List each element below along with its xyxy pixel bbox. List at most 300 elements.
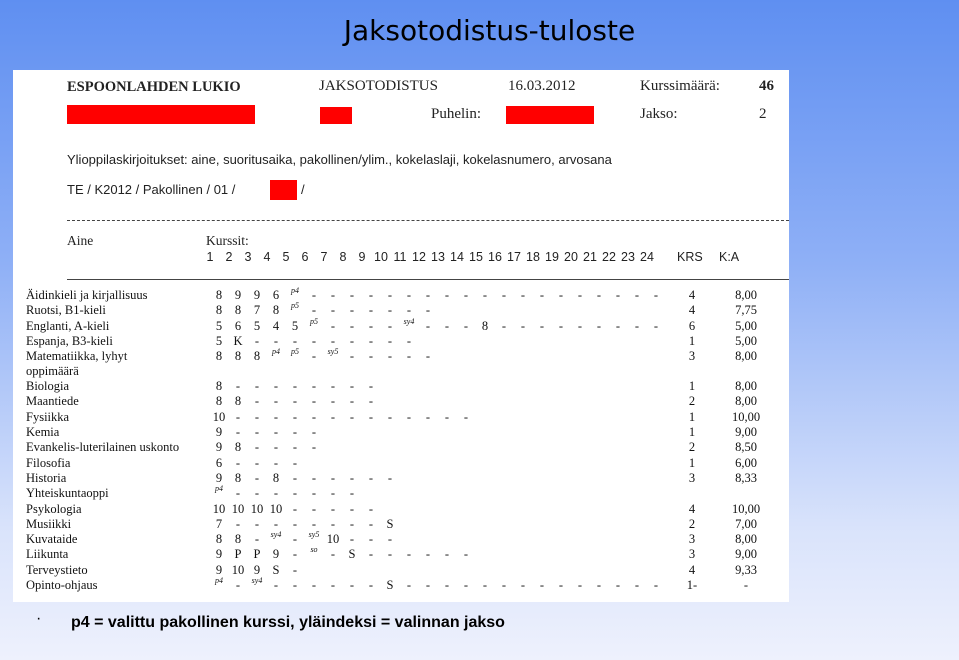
subject-name [26, 502, 82, 517]
grade-cell: - [292, 470, 298, 485]
header-divider [67, 279, 789, 280]
ka-value: 9,00 [735, 547, 757, 562]
ylioppilas-entry-end: / [301, 182, 305, 197]
grade-cell: p5 [291, 347, 299, 357]
grade-cell: - [368, 409, 374, 424]
grade-cell: 5 [253, 318, 261, 333]
ka-value: 9,33 [735, 562, 757, 577]
grade-cell: 8 [215, 379, 223, 394]
grade-cell: - [311, 303, 317, 318]
grade-cell: 8 [215, 394, 223, 409]
school-name: ESPOONLAHDEN LUKIO [67, 79, 241, 95]
grade-cell: - [406, 333, 412, 348]
subject-row [13, 349, 789, 379]
grade-cell: K [233, 333, 243, 348]
grade-cell: - [330, 516, 336, 531]
grade-cell: - [368, 318, 374, 333]
ka-value: 8,50 [735, 440, 757, 455]
grade-cell: - [463, 288, 469, 302]
grade-cell: - [425, 547, 431, 562]
grade-cell: 6 [215, 455, 223, 470]
grade-cell: - [387, 288, 393, 302]
grade-cell: - [482, 578, 488, 593]
subject-name [26, 379, 69, 394]
grade-cell: 9 [215, 470, 223, 485]
grade-cell: - [311, 333, 317, 348]
grade-cell: - [292, 409, 298, 424]
krs-value: 3 [688, 532, 696, 547]
grade-cell: - [311, 486, 317, 501]
grade-cell: - [292, 379, 298, 394]
subject-name [26, 425, 59, 440]
grade-cell: - [273, 409, 279, 424]
krs-header: KRS [677, 250, 703, 264]
grade-cell: - [463, 578, 469, 593]
grade-cell: S [386, 516, 394, 531]
grade-cell: - [273, 440, 279, 455]
grade-cell: - [292, 455, 298, 470]
grade-cell: 8 [234, 440, 242, 455]
subject-name [26, 410, 69, 425]
subject-name [26, 456, 70, 471]
grade-cell: - [558, 288, 564, 302]
grade-cell: 7 [215, 516, 223, 531]
grade-cell: 5 [215, 333, 223, 348]
ka-value: 6,00 [735, 455, 757, 470]
grade-cell: - [634, 288, 640, 302]
grade-cell: - [349, 516, 355, 531]
grade-cell: - [425, 318, 431, 333]
grade-cell: - [311, 470, 317, 485]
subject-row [13, 410, 789, 425]
grade-cell: - [539, 578, 545, 593]
course-number-17: 17 [507, 250, 521, 264]
grade-cell: - [539, 318, 545, 333]
grade-cell: p5 [291, 301, 299, 311]
grade-cell: p4 [291, 286, 299, 295]
subject-name [26, 517, 71, 532]
grade-cell: - [273, 379, 279, 394]
grade-cell: - [235, 455, 241, 470]
krs-value: 1- [686, 578, 698, 593]
course-number-12: 12 [412, 250, 426, 264]
grade-cell: - [615, 288, 621, 302]
subject-name [26, 440, 179, 455]
grades-table [13, 288, 789, 593]
grade-cell: - [387, 470, 393, 485]
grade-cell: - [311, 501, 317, 516]
subject-name-text: Äidinkieli ja kirjallisuus [26, 288, 148, 302]
course-number-3: 3 [244, 250, 252, 264]
subject-name-text: Englanti, A-kieli [26, 318, 110, 333]
subject-row [13, 440, 789, 455]
grade-cell: 5 [291, 318, 299, 333]
grade-cell: 10 [231, 562, 245, 577]
grade-cell: p4 [215, 576, 223, 586]
grade-cell: - [577, 578, 583, 593]
grade-cell: - [254, 470, 260, 485]
subject-name-text: Maantiede [26, 394, 79, 409]
subject-name-text: Opinto-ohjaus [26, 578, 98, 593]
grade-cell: p5 [310, 316, 318, 326]
ylioppilas-title: Ylioppilaskirjoitukset: aine, suoritusaika, pakollinen/ylim., kokelaslaji, kokelasnumero, arvosana [67, 152, 612, 167]
grade-cell: sy4 [251, 576, 263, 586]
subject-name [26, 394, 79, 409]
grade-cell: - [634, 318, 640, 333]
grade-cell: - [273, 425, 279, 440]
grade-cell: - [235, 578, 241, 593]
course-number-5: 5 [282, 250, 290, 264]
subject-row [13, 578, 789, 593]
grade-cell: - [292, 547, 298, 562]
course-number-18: 18 [526, 250, 540, 264]
grade-cell: - [330, 486, 336, 501]
grade-cell: - [311, 409, 317, 424]
grade-cell: - [577, 288, 583, 302]
subject-name [26, 349, 127, 379]
grade-cell: - [520, 318, 526, 333]
grade-cell: 10 [326, 532, 340, 547]
subject-name-text-2: oppimäärä [26, 364, 79, 379]
aine-header: Aine [67, 233, 94, 248]
ka-value: 9,00 [735, 425, 757, 440]
grade-cell: - [330, 379, 336, 394]
subject-name-text: Evankelis-luterilainen uskonto [26, 440, 180, 455]
grade-cell: - [349, 379, 355, 394]
subject-row [13, 502, 789, 517]
grade-cell: - [501, 578, 507, 593]
grade-cell: - [254, 516, 260, 531]
krs-value: 3 [688, 547, 696, 562]
grade-cell: - [235, 425, 241, 440]
krs-value: 4 [688, 501, 696, 516]
course-number-23: 23 [621, 250, 635, 264]
grade-cell: - [501, 288, 507, 302]
subject-name [26, 486, 109, 501]
grade-cell: - [368, 470, 374, 485]
ka-value: 8,00 [735, 379, 757, 394]
grade-cell: - [292, 516, 298, 531]
document-type: JAKSOTODISTUS [319, 78, 438, 94]
grade-cell: - [254, 333, 260, 348]
grade-cell: - [292, 562, 298, 577]
subject-row [13, 471, 789, 486]
grade-cell: - [406, 578, 412, 593]
subject-row [13, 288, 789, 303]
grade-cell: - [425, 349, 431, 364]
grade-cell: - [501, 318, 507, 333]
grade-cell: - [368, 547, 374, 562]
grade-cell: - [368, 288, 374, 302]
subject-row [13, 303, 789, 318]
subject-row [13, 532, 789, 547]
footnote-text: p4 = valittu pakollinen kurssi, yläindeksi = valinnan jakso [71, 614, 505, 631]
grade-cell: - [311, 425, 317, 440]
ka-value: 8,00 [735, 349, 757, 364]
grade-cell: - [463, 547, 469, 562]
grade-cell: - [368, 333, 374, 348]
subject-name-text: Yhteiskuntaoppi [26, 486, 109, 501]
course-number-2: 2 [225, 250, 233, 264]
krs-value: 2 [688, 394, 696, 409]
subject-name-text: Historia [26, 470, 67, 485]
grade-cell: - [330, 470, 336, 485]
grade-cell: - [292, 501, 298, 516]
ka-value: - [743, 578, 749, 593]
grade-cell: - [387, 409, 393, 424]
grade-cell: - [330, 547, 336, 562]
grade-cell: - [444, 288, 450, 302]
krs-value: 4 [688, 562, 696, 577]
grade-cell: - [596, 288, 602, 302]
grade-cell: - [615, 318, 621, 333]
certificate-document [13, 70, 789, 602]
grade-cell: - [368, 516, 374, 531]
subject-name-text: Musiikki [26, 516, 72, 531]
grade-cell: - [349, 333, 355, 348]
grade-cell: - [273, 578, 279, 593]
grade-cell: - [235, 379, 241, 394]
grade-cell: - [406, 409, 412, 424]
grade-cell: 9 [272, 547, 280, 562]
grade-cell: - [254, 425, 260, 440]
grade-cell: - [406, 288, 412, 302]
course-number-1: 1 [206, 250, 214, 264]
grade-cell: - [311, 516, 317, 531]
subject-name-text: Liikunta [26, 547, 69, 562]
course-number-13: 13 [431, 250, 445, 264]
grade-cell: - [330, 578, 336, 593]
grade-cell: - [311, 379, 317, 394]
grade-cell: - [330, 303, 336, 318]
grade-cell: - [387, 318, 393, 333]
grade-cell: - [330, 409, 336, 424]
krs-value: 4 [688, 303, 696, 318]
subject-name-text: Matematiikka, lyhyt [26, 349, 128, 364]
grade-cell: - [349, 303, 355, 318]
course-number-21: 21 [583, 250, 597, 264]
subject-name-text: Filosofia [26, 455, 71, 470]
grade-cell: - [406, 547, 412, 562]
subject-row [13, 316, 789, 334]
grade-cell: - [444, 578, 450, 593]
grade-cell: 8 [215, 532, 223, 547]
subject-row [13, 425, 789, 440]
krs-value: 1 [688, 425, 696, 440]
grade-cell: - [539, 288, 545, 302]
grade-cell: - [254, 394, 260, 409]
grade-cell: - [444, 547, 450, 562]
subject-row [13, 563, 789, 578]
course-number-24: 24 [640, 250, 654, 264]
grade-cell: 5 [215, 318, 223, 333]
grade-cell: - [311, 578, 317, 593]
grade-cell: - [254, 440, 260, 455]
grade-cell: - [596, 578, 602, 593]
grade-cell: 8 [234, 349, 242, 364]
subject-row [13, 334, 789, 349]
krs-value: 1 [688, 333, 696, 348]
grade-cell: - [349, 532, 355, 547]
grade-cell: - [349, 501, 355, 516]
grade-cell: - [615, 578, 621, 593]
ka-value: 7,00 [735, 516, 757, 531]
grade-cell: 9 [215, 562, 223, 577]
subject-name-text: Espanja, B3-kieli [26, 333, 113, 348]
grade-cell: - [349, 409, 355, 424]
grade-cell: - [311, 349, 317, 364]
grade-cell: 7 [253, 303, 261, 318]
grade-cell: - [235, 409, 241, 424]
grade-cell: - [292, 486, 298, 501]
grade-cell: P [234, 547, 242, 562]
ka-value: 8,00 [735, 394, 757, 409]
grade-cell: - [349, 394, 355, 409]
krs-value: 1 [688, 379, 696, 394]
grade-cell: 10 [250, 501, 264, 516]
grade-cell: - [254, 486, 260, 501]
grade-cell: 4 [272, 318, 280, 333]
grade-cell: - [273, 516, 279, 531]
grade-cell: - [330, 333, 336, 348]
grade-cell: - [653, 318, 659, 333]
subject-name-text: Psykologia [26, 501, 82, 516]
krs-value: 3 [688, 470, 696, 485]
subject-row [13, 456, 789, 471]
grade-cell: - [273, 455, 279, 470]
grade-cell: - [368, 349, 374, 364]
grade-cell: - [273, 333, 279, 348]
subject-name [26, 334, 113, 349]
krs-value: 1 [688, 409, 696, 424]
subject-name [26, 288, 148, 303]
grade-cell: S [386, 578, 394, 593]
grade-cell: - [444, 409, 450, 424]
grade-cell: - [425, 578, 431, 593]
grade-cell: - [444, 318, 450, 333]
grade-cell: 8 [272, 303, 280, 318]
grade-cell: 9 [215, 547, 223, 562]
grade-cell: - [254, 532, 260, 547]
ka-value: 8,33 [735, 470, 757, 485]
subject-name [26, 578, 98, 593]
grade-cell: - [387, 349, 393, 364]
course-number-8: 8 [339, 250, 347, 264]
subject-name-text: Kuvataide [26, 532, 78, 547]
course-number-16: 16 [488, 250, 502, 264]
subject-name [26, 547, 68, 562]
subject-row [13, 547, 789, 562]
grade-cell: - [368, 532, 374, 547]
ka-value: 7,75 [735, 303, 757, 318]
bullet-point: · [36, 610, 42, 627]
subject-name-text: Fysiikka [26, 409, 70, 424]
grade-cell: - [368, 379, 374, 394]
grade-cell: 8 [253, 349, 261, 364]
grade-cell: 9 [215, 425, 223, 440]
grade-cell: - [349, 578, 355, 593]
subject-row [13, 394, 789, 409]
grade-cell: - [273, 486, 279, 501]
grade-cell: - [330, 394, 336, 409]
grade-cell: sy4 [403, 316, 415, 326]
grade-cell: - [349, 470, 355, 485]
grade-cell: - [558, 578, 564, 593]
subject-name [26, 319, 109, 334]
grade-cell: - [235, 486, 241, 501]
subject-name-text: Biologia [26, 379, 70, 394]
grade-cell: - [653, 288, 659, 302]
grade-cell: - [330, 501, 336, 516]
grade-cell: - [577, 318, 583, 333]
grade-cell: sy5 [308, 530, 320, 540]
grade-cell: 6 [234, 318, 242, 333]
grade-cell: 10 [269, 501, 283, 516]
grade-cell: - [425, 409, 431, 424]
course-number-11: 11 [393, 250, 407, 264]
grade-cell: - [311, 394, 317, 409]
subject-name [26, 471, 66, 486]
grade-cell: - [292, 394, 298, 409]
grade-cell: 8 [215, 288, 223, 302]
course-number-9: 9 [358, 250, 366, 264]
ka-header: K:A [719, 250, 740, 264]
grade-cell: - [349, 486, 355, 501]
grade-cell: - [368, 578, 374, 593]
ka-value: 5,00 [735, 318, 757, 333]
course-number-19: 19 [545, 250, 559, 264]
grade-cell: - [330, 288, 336, 302]
grade-cell: 8 [272, 470, 280, 485]
grade-cell: p4 [215, 484, 223, 494]
redacted-phone [506, 106, 594, 124]
grade-cell: - [349, 288, 355, 302]
grade-cell: 10 [212, 409, 226, 424]
grade-cell: - [254, 409, 260, 424]
krs-value: 2 [688, 440, 696, 455]
course-number-14: 14 [450, 250, 464, 264]
ka-value: 5,00 [735, 333, 757, 348]
grade-cell: - [387, 547, 393, 562]
grade-cell: 9 [253, 562, 261, 577]
kurssimaara-value: 46 [759, 78, 774, 94]
grade-cell: - [520, 578, 526, 593]
subject-row [13, 379, 789, 394]
grade-cell: p4 [272, 347, 280, 357]
grade-cell: 8 [234, 303, 242, 318]
redacted-field [320, 107, 352, 124]
grade-cell: 9 [234, 288, 242, 302]
grade-cell: 8 [234, 470, 242, 485]
document-date: 16.03.2012 [508, 78, 576, 94]
course-number-10: 10 [374, 250, 388, 264]
krs-value: 1 [688, 455, 696, 470]
subject-name-text: Ruotsi, B1-kieli [26, 303, 106, 318]
kurssimaara-label: Kurssimäärä: [640, 78, 720, 94]
grade-cell: - [273, 394, 279, 409]
grade-cell: so [310, 545, 318, 555]
ylioppilas-entry: TE / K2012 / Pakollinen / 01 / [67, 182, 236, 197]
grade-cell: - [368, 303, 374, 318]
grade-cell: - [406, 303, 412, 318]
grade-cell: - [292, 578, 298, 593]
grade-cell: P [253, 547, 261, 562]
grade-cell: - [311, 440, 317, 455]
grade-cell: - [368, 501, 374, 516]
course-number-22: 22 [602, 250, 616, 264]
grade-cell: 8 [234, 394, 242, 409]
grade-cell: - [292, 425, 298, 440]
